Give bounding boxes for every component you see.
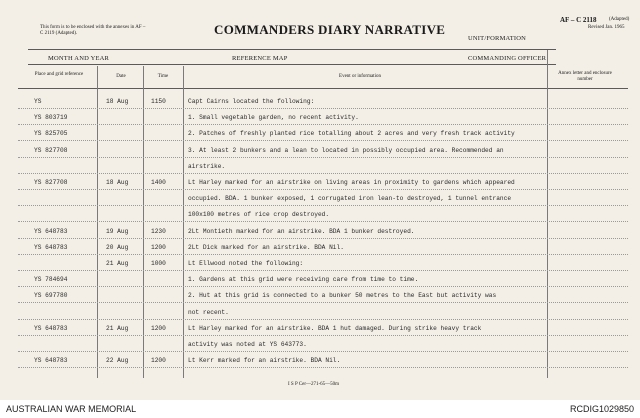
- event-cell: airstrike.: [188, 162, 226, 170]
- archive-footer: [0, 400, 640, 418]
- printer-imprint: I S P Cer—271-65—50m: [288, 382, 340, 387]
- place-cell: YS 697780: [34, 292, 68, 300]
- table-row: [0, 128, 640, 142]
- row-rule: [18, 108, 628, 109]
- row-rule: [18, 319, 628, 320]
- table-row: [0, 177, 640, 191]
- column-header-rule: [18, 88, 628, 89]
- place-cell: YS 825705: [34, 130, 68, 138]
- header-rule-bottom: [28, 64, 556, 65]
- row-rule: [18, 205, 628, 206]
- table-row: [0, 274, 640, 288]
- header-rule-top: [28, 49, 556, 50]
- place-cell: YS 648783: [34, 357, 68, 365]
- row-rule: [18, 335, 628, 336]
- row-rule: [18, 124, 628, 125]
- date-cell: 20 Aug: [106, 243, 129, 251]
- date-cell: 19 Aug: [106, 227, 129, 235]
- table-row: [0, 145, 640, 159]
- row-rule: [18, 140, 628, 141]
- event-cell: 100x100 metres of rice crop destroyed.: [188, 211, 330, 219]
- time-cell: 1400: [151, 179, 166, 186]
- table-row: [0, 226, 640, 240]
- place-cell: YS: [34, 98, 42, 105]
- event-cell: Lt Ellwood noted the following:: [188, 260, 304, 267]
- row-rule: [18, 351, 628, 352]
- table-row: [0, 355, 640, 369]
- place-cell: YS 648783: [34, 324, 68, 332]
- archive-name: AUSTRALIAN WAR MEMORIAL: [6, 404, 137, 414]
- place-cell: YS 827708: [34, 179, 68, 186]
- event-cell: 2Lt Montieth marked for an airstrike. BDA 1 bunker destroyed.: [188, 227, 415, 235]
- place-cell: YS 648783: [34, 243, 68, 251]
- revised-date: Revised Jan. 1965: [588, 25, 625, 30]
- row-rule: [18, 157, 628, 158]
- col-place-header: Place and grid reference: [34, 72, 84, 77]
- event-cell: 2. Patches of freshly planted rice totalling about 2 acres and very fresh track activity: [188, 130, 515, 138]
- table-row: [0, 209, 640, 223]
- time-cell: 1150: [151, 98, 166, 105]
- unit-formation-label: UNIT/FORMATION: [468, 35, 527, 42]
- enclosure-note: This form is to be enclosed with the annexes in AF – C 2119 (Adapted).: [40, 25, 146, 36]
- place-cell: YS 648783: [34, 227, 68, 235]
- event-cell: not recent.: [188, 308, 229, 316]
- event-cell: occupied. BDA. 1 bunker exposed, 1 corrugated iron lean-to destroyed, 1 tunnel entrance: [188, 195, 512, 203]
- event-cell: activity was noted at YS 643773.: [188, 341, 307, 348]
- time-cell: 1200: [151, 357, 166, 365]
- table-row: [0, 323, 640, 337]
- place-cell: YS 784694: [34, 276, 68, 284]
- row-rule: [18, 270, 628, 271]
- table-row: [0, 307, 640, 321]
- form-adapted: (Adapted): [609, 17, 630, 22]
- row-rule: [18, 367, 628, 368]
- date-cell: 21 Aug: [106, 260, 129, 267]
- archive-reference: RCDIG1029850: [569, 404, 634, 414]
- date-cell: 18 Aug: [106, 179, 129, 186]
- row-rule: [18, 173, 628, 174]
- col-time-header: Time: [157, 74, 169, 79]
- table-row: [0, 339, 640, 353]
- event-cell: Lt Harley marked for an airstrike on living areas in proximity to gardens which appeared: [188, 179, 515, 186]
- table-row: [0, 290, 640, 304]
- table-row: [0, 161, 640, 175]
- table-row: [0, 96, 640, 110]
- commanding-officer-label: COMMANDING OFFICER: [468, 55, 547, 62]
- event-cell: 2. Hut at this grid is connected to a bunker 50 metres to the East but activity was: [188, 292, 497, 300]
- reference-map-label: REFERENCE MAP: [232, 55, 288, 62]
- row-rule: [18, 302, 628, 303]
- row-rule: [18, 221, 628, 222]
- event-cell: 3. At least 2 bunkers and a lean to located in possibly occupied area. Recommended an: [188, 146, 504, 154]
- row-rule: [18, 238, 628, 239]
- row-rule: [18, 254, 628, 255]
- event-cell: 2Lt Dick marked for an airstrike. BDA Nil.: [188, 243, 344, 251]
- time-cell: 1230: [151, 227, 166, 235]
- event-cell: Lt Harley marked for an airstrike. BDA 1 hut damaged. During strike heavy track: [188, 324, 482, 332]
- date-cell: 18 Aug: [106, 98, 129, 105]
- event-cell: 1. Small vegetable garden, no recent activity.: [188, 114, 359, 122]
- month-year-label: MONTH AND YEAR: [48, 55, 110, 62]
- row-rule: [18, 189, 628, 190]
- col-date-header: Date: [116, 74, 126, 79]
- table-row: [0, 112, 640, 126]
- table-row: [0, 242, 640, 256]
- col-annex-header: Annex letter and enclosure number: [558, 71, 612, 82]
- event-cell: Lt Kerr marked for an airstrike. BDA Nil.: [188, 357, 341, 365]
- form-code: AF – C 2118: [560, 16, 597, 24]
- time-cell: 1200: [151, 324, 166, 332]
- event-cell: Capt Cairns located the following:: [188, 98, 315, 105]
- time-cell: 1200: [151, 243, 166, 251]
- date-cell: 22 Aug: [106, 357, 129, 365]
- event-cell: 1. Gardens at this grid were receiving care from time to time.: [188, 276, 419, 284]
- page-title: COMMANDERS DIARY NARRATIVE: [214, 22, 446, 37]
- place-cell: YS 803719: [34, 114, 68, 122]
- place-cell: YS 827708: [34, 146, 68, 154]
- row-rule: [18, 286, 628, 287]
- time-cell: 1000: [151, 260, 166, 267]
- date-cell: 21 Aug: [106, 324, 129, 332]
- col-event-header: Event or information: [339, 74, 381, 79]
- table-row: [0, 193, 640, 207]
- table-row: [0, 258, 640, 272]
